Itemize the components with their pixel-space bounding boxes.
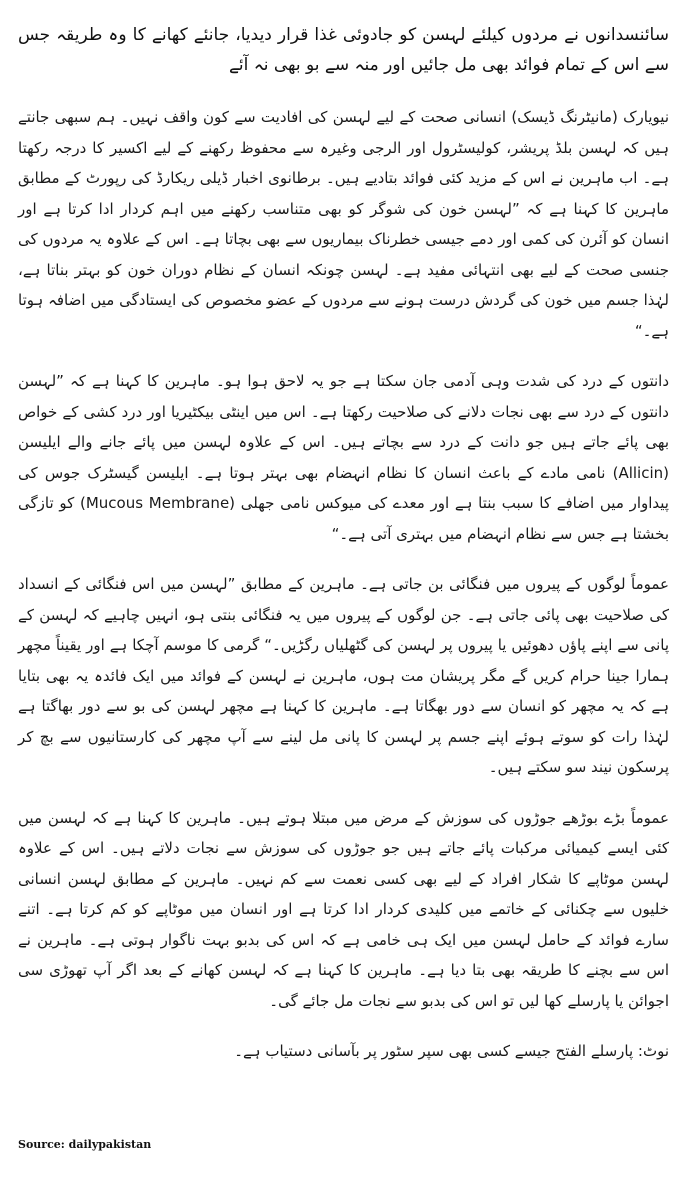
source-credit: Source: dailypakistan [18,1138,152,1151]
article-paragraph-4: عموماً بڑے بوڑھے جوڑوں کی سوزش کے مرض میں مبتلا ہوتے ہیں۔ ماہرین کا کہنا ہے کہ لہسن میں کئی ایسے کیمیائی مرکبات پائے جاتے ہیں جو جوڑوں کی سوزش سے نجات دلاتے ہیں۔ اس کے علاوہ لہسن موٹاپے کا شکار افراد کے لیے بھی کسی نعمت سے کم نہیں۔ ماہرین کے مطابق لہسن انسانی خلیوں سے چکنائی کے خاتمے میں کلیدی کردار ادا کرتا ہے اور انسان میں موٹاپے کو کم کرتا ہے۔ اتنے سارے فوائد کے حامل لہسن میں ایک ہی خامی ہے کہ اس کی بدبو بہت ناگوار ہوتی ہے۔ ماہرین نے اس سے بچنے کا طریقہ بھی بتا دیا ہے۔ ماہرین کا کہنا ہے کہ لہسن کھانے کے بعد اگر آپ تھوڑی سی اجوائن یا پارسلے کھا لیں تو اس کی بدبو سے نجات مل جائے گی۔ [18,808,669,1010]
article-paragraph-1: نیویارک (مانیٹرنگ ڈیسک) انسانی صحت کے لیے لہسن کی افادیت سے کون واقف نہیں۔ ہم سبھی جانتے ہیں کہ لہسن بلڈ پریشر، کولیسٹرول اور الرجی وغیرہ سے محفوظ رکھنے کے لیے اکسیر کا درجہ رکھتا ہے۔ اب ماہرین نے اس کے مزید کئی فوائد بتادیے ہیں۔ برطانوی اخبار ڈیلی ریکارڈ کی رپورٹ کے مطابق ماہرین کا کہنا ہے کہ ”لہسن خون کی شوگر کو بھی متناسب رکھنے میں اہم کردار ادا کرتا ہے اور انسان کو آئرن کی کمی اور دمے جیسی خطرناک بیماریوں سے بھی بچاتا ہے۔ اس کے علاوہ یہ مردوں کی جنسی صحت کے لیے بھی انتہائی مفید ہے۔ لہسن چونکہ انسان کے نظام دوران خون کو بہتر بناتا ہے، لہٰذا جسم میں خون کی گردش درست ہونے سے مردوں کے عضو مخصوص کی ایستادگی میں اضافہ ہوتا ہے۔“ [18,108,669,340]
article-headline: سائنسدانوں نے مردوں کیلئے لہسن کو جادوئی غذا قرار دیدیا، جانئے کھانے کا وہ طریقہ جس سے اس کے تمام فوائد بھی مل جائیں اور منہ سے بو بھی نہ آئے [18,25,669,75]
article-paragraph-2: دانتوں کے درد کی شدت وہی آدمی جان سکتا ہے جو یہ لاحق ہوا ہو۔ ماہرین کا کہنا ہے کہ ”لہسن دانتوں کے درد سے بھی نجات دلانے کی صلاحیت رکھتا ہے۔ اس میں اینٹی بیکٹیریا اور درد کشی کے خواص بھی پائے جاتے ہیں جو دانت کے درد سے بچاتے ہیں۔ اس کے علاوہ لہسن میں پائے جانے والے ایلیسن (Allicin) نامی مادے کے باعث انسان کا نظام انہضام بھی بہتر ہوتا ہے۔ ایلیسن گیسٹرک جوس کی پیداوار میں اضافے کا سبب بنتا ہے اور معدے کی میوکس نامی جھلی (Mucous Membrane) کو تازگی بخشتا ہے جس سے نظام انہضام میں بہتری آتی ہے۔“ [18,372,669,543]
article-note: نوٹ: پارسلے الفتح جیسے کسی بھی سپر سٹور پر بآسانی دستیاب ہے۔ [234,1042,669,1060]
article [18,20,669,1078]
article-paragraph-3: عموماً لوگوں کے پیروں میں فنگائی بن جاتی ہے۔ ماہرین کے مطابق ”لہسن میں اس فنگائی کے انسداد کی صلاحیت بھی پائی جاتی ہے۔ جن لوگوں کے پیروں میں یہ فنگائی بنتی ہو، انہیں چاہیے کہ لہسن کے پانی سے اپنے پاؤں دھوئیں یا پیروں پر لہسن کی گٹھلیاں رگڑیں۔“ گرمی کا موسم آچکا ہے اور یقیناً مچھر ہمارا جینا حرام کریں گے مگر پریشان مت ہوں، ماہرین نے لہسن کے فوائد میں ایک فائدہ یہ بھی بتایا ہے کہ یہ مچھر کو انسان سے دور بھگاتا ہے۔ ماہرین کا کہنا ہے مچھر لہسن کی بو سے دور بھاگتا ہے لہٰذا رات کو سوتے ہوئے اپنے جسم پر لہسن کا پانی مل لینے سے آپ مچھر کی کارستانیوں سے بچ کر پرسکون نیند سو سکتے ہیں۔ [18,575,669,776]
